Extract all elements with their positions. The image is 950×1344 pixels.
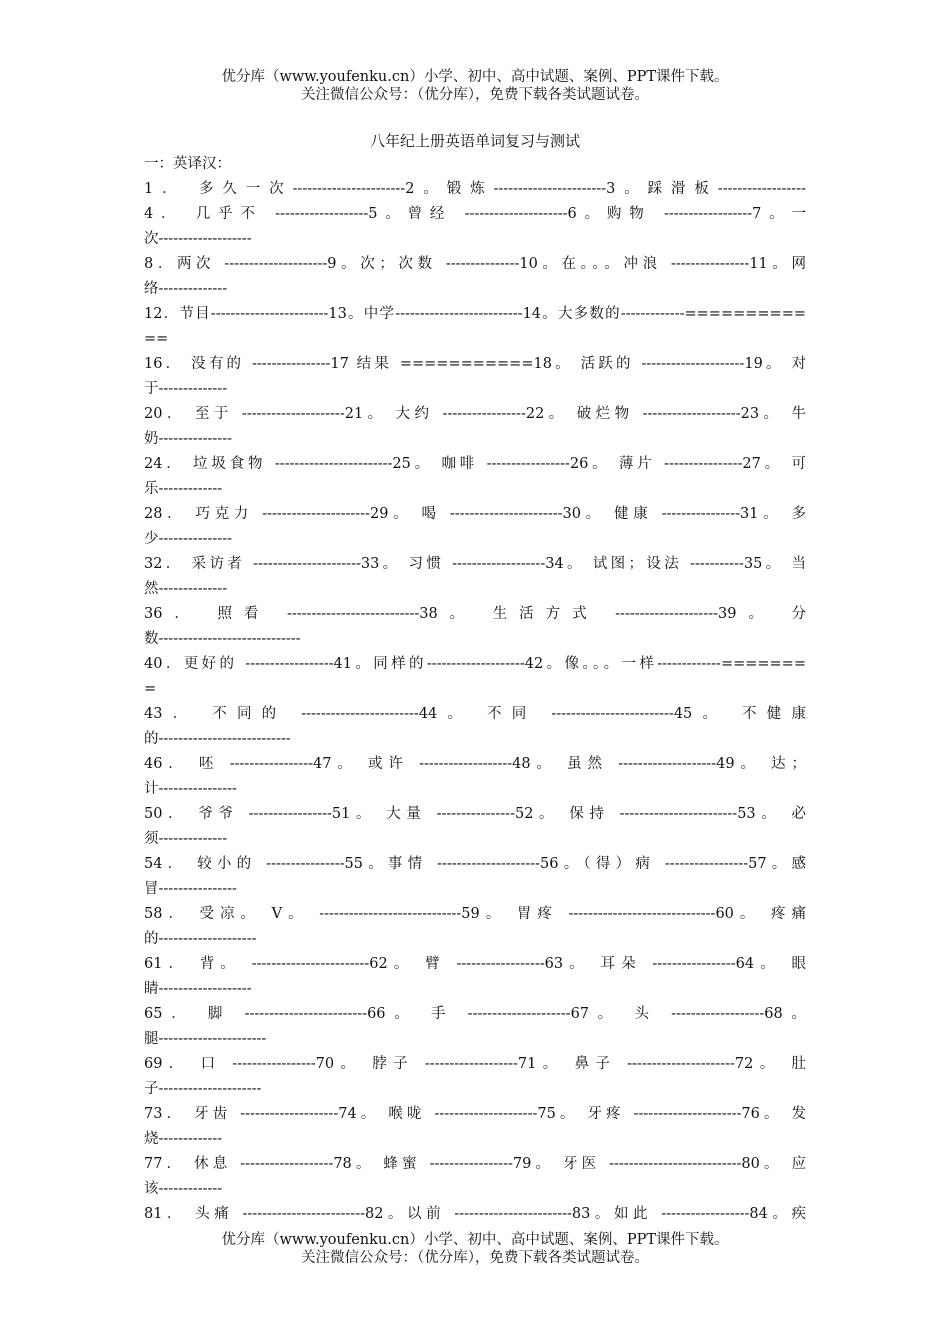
exercise-line: 36． 照看 ---------------------------38。 生活方式 ---------------------39。 分 xyxy=(144,606,806,622)
exercise-line: 奶--------------- xyxy=(144,431,232,447)
exercise-line: 58． 受凉。 V。 -----------------------------59。 胃疼 ------------------------------60。 疼痛 xyxy=(144,906,806,922)
exercise-line: 须-------------- xyxy=(144,831,228,847)
exercise-line: 的--------------------------- xyxy=(144,731,291,747)
exercise-line: 然-------------- xyxy=(144,581,228,597)
exercise-line: 81． 头痛 -------------------------82。以前 ------------------------83。如此 ------------------84。疾 xyxy=(144,1206,806,1222)
exercise-line: 子--------------------- xyxy=(144,1081,262,1097)
exercise-line: 20． 至于 ---------------------21。 大约 -----------------22。 破烂物 --------------------23。 牛 xyxy=(144,406,806,422)
page-header xyxy=(0,68,950,104)
page-footer xyxy=(0,1231,950,1267)
exercise-line: 数----------------------------- xyxy=(144,631,301,647)
exercise-line: 43． 不同的 ------------------------44。 不同 -------------------------45。 不健康 xyxy=(144,706,806,722)
exercise-line: 该------------- xyxy=(144,1181,223,1197)
section-heading: 一：英译汉： xyxy=(144,156,231,172)
exercise-line: 乐------------- xyxy=(144,481,223,497)
exercise-lines xyxy=(144,177,806,1227)
exercise-line: 12．节目------------------------13。中学--------------------------14。大多数的-------------========== xyxy=(144,306,806,322)
exercise-line: 69． 口 -----------------70。 脖子 -------------------71。 鼻子 ----------------------72。 肚 xyxy=(144,1056,806,1072)
exercise-line: 77． 休息 -------------------78。 蜂蜜 -----------------79。 牙医 ---------------------------80。 应 xyxy=(144,1156,806,1172)
exercise-line: 73． 牙齿 --------------------74。 喉咙 ---------------------75。 牙疼 ----------------------76。 发 xyxy=(144,1106,806,1122)
exercise-line: 50． 爷爷 -----------------51。 大量 ----------------52。 保持 ------------------------53。 必 xyxy=(144,806,806,822)
exercise-line: 1． 多久一次-----------------------2。锻炼-----------------------3。踩滑板------------------ xyxy=(144,181,806,197)
exercise-line: 的-------------------- xyxy=(144,931,257,947)
exercise-line: 4． 几乎不 -------------------5。曾经 ---------------------6。购物 ------------------7。一 xyxy=(144,206,806,222)
exercise-line: 于-------------- xyxy=(144,381,228,397)
exercise-line: 8．两次 ---------------------9。次；次数 ---------------10。在。。。冲浪 ----------------11。网 xyxy=(144,256,806,272)
header-line-2: 关注微信公众号：（优分库），免费下载各类试题试卷。 xyxy=(301,87,649,103)
exercise-line: == xyxy=(144,331,169,347)
footer-line-1: 优分库（www.youfenku.cn）小学、初中、高中试题、案例、PPT课件下载。 xyxy=(221,1232,729,1248)
exercise-line: 16． 没有的 ----------------17 结果 ===========18。 活跃的 ---------------------19。 对 xyxy=(144,356,806,372)
exercise-line: 冒---------------- xyxy=(144,881,237,897)
exercise-line: 少--------------- xyxy=(144,531,232,547)
exercise-line: 46． 呸 -----------------47。 或许 -------------------48。 虽然 --------------------49。 达； xyxy=(144,756,806,772)
exercise-line: 61． 背。 ------------------------62。 臂 ------------------63。 耳朵 -----------------64。 眼 xyxy=(144,956,806,972)
exercise-line: 烧------------- xyxy=(144,1131,223,1147)
header-line-1: 优分库（www.youfenku.cn）小学、初中、高中试题、案例、PPT课件下载。 xyxy=(221,69,729,85)
exercise-line: 计---------------- xyxy=(144,781,237,797)
exercise-line: 54． 较小的 ----------------55。事情 ---------------------56。（得）病 -----------------57。感 xyxy=(144,856,806,872)
exercise-body xyxy=(144,152,806,1227)
footer-line-2: 关注微信公众号：（优分库），免费下载各类试题试卷。 xyxy=(301,1250,649,1266)
exercise-line: 32． 采访者 ----------------------33。 习惯 -------------------34。 试图；设法 -----------35。 当 xyxy=(144,556,806,572)
exercise-line: = xyxy=(144,681,157,697)
document-title: 八年纪上册英语单词复习与测试 xyxy=(369,132,580,150)
exercise-line: 睛------------------- xyxy=(144,981,252,997)
exercise-line: 28． 巧克力 ----------------------29。 喝 -----------------------30。 健康 ----------------31。 多 xyxy=(144,506,806,522)
exercise-line: 络-------------- xyxy=(144,281,228,297)
exercise-line: 腿---------------------- xyxy=(144,1031,267,1047)
exercise-line: 40．更好的 ------------------41。同样的--------------------42。像。。。一样-------------======= xyxy=(144,656,806,672)
exercise-line: 次------------------- xyxy=(144,231,252,247)
exercise-line: 65． 脚 -------------------------66。 手 ---------------------67。 头 -------------------68。 xyxy=(144,1006,806,1022)
exercise-line: 24． 垃圾食物 ------------------------25。 咖啡 -----------------26。 薄片 ----------------27。 可 xyxy=(144,456,806,472)
